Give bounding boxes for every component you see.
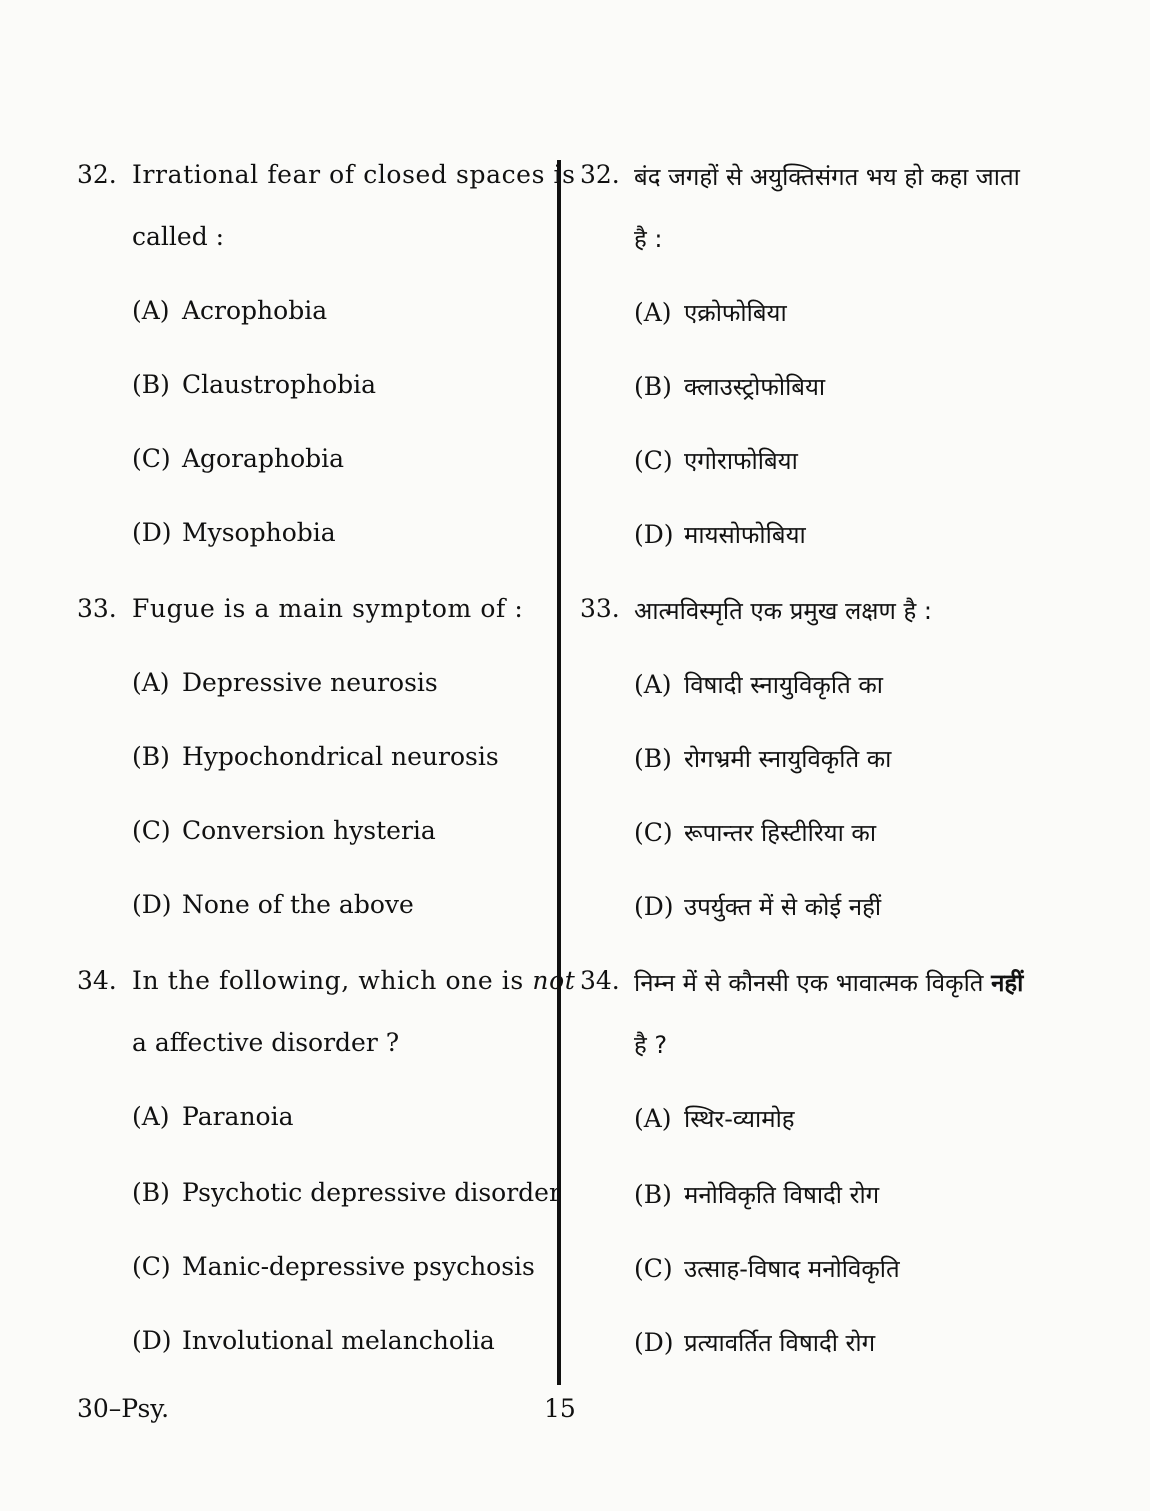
option-text: Manic-depressive psychosis	[182, 1252, 535, 1281]
option-text: Paranoia	[182, 1102, 294, 1131]
option-a	[132, 296, 327, 325]
option-label: (B)	[132, 1178, 170, 1207]
option-a	[634, 1102, 795, 1135]
option-label: (B)	[634, 372, 672, 401]
option-text: एगोराफोबिया	[684, 447, 798, 475]
question-text-part: निम्न में से कौनसी एक भावात्मक विकृति	[634, 969, 992, 997]
question-text-line	[634, 966, 1023, 999]
option-text: Agoraphobia	[182, 444, 345, 473]
option-c	[634, 1252, 900, 1285]
option-label: (B)	[634, 744, 672, 773]
question-text-line: बंद जगहों से अयुक्तिसंगत भय हो कहा जाता	[634, 163, 1020, 191]
option-label: (A)	[634, 298, 672, 327]
option-a	[634, 668, 883, 701]
option-b	[132, 370, 376, 399]
option-d	[634, 518, 806, 551]
question-text-line: called :	[132, 222, 225, 251]
option-b	[634, 1178, 879, 1211]
option-label: (C)	[634, 1254, 673, 1283]
option-text: स्थिर-व्यामोह	[684, 1105, 795, 1133]
option-c	[132, 1252, 535, 1281]
option-label: (D)	[634, 1328, 674, 1357]
question-text-line: है ?	[634, 1031, 668, 1059]
option-text: Depressive neurosis	[182, 668, 438, 697]
question-number: 33.	[77, 594, 117, 623]
question-number: 34.	[77, 966, 117, 995]
question-text-line: a affective disorder ?	[132, 1028, 400, 1057]
question-emphasis: not	[532, 966, 576, 995]
option-a	[132, 1102, 294, 1131]
option-a	[634, 296, 787, 329]
option-label: (B)	[132, 742, 170, 771]
question-number: 32.	[77, 160, 117, 189]
option-label: (C)	[132, 1252, 171, 1281]
option-label: (D)	[634, 892, 674, 921]
option-d	[634, 1326, 875, 1359]
option-d	[132, 890, 414, 919]
option-b	[132, 1178, 561, 1207]
question-number: 33.	[580, 594, 620, 623]
option-text: रूपान्तर हिस्टीरिया का	[684, 819, 877, 847]
option-text: मायसोफोबिया	[684, 521, 806, 549]
option-label: (D)	[634, 520, 674, 549]
option-text: Conversion hysteria	[182, 816, 436, 845]
question-text-line: है :	[634, 225, 663, 253]
option-c	[132, 444, 344, 473]
option-text: उपर्युक्त में से कोई नहीं	[684, 893, 882, 921]
option-text: Mysophobia	[182, 518, 336, 547]
page-number: 15	[544, 1394, 576, 1423]
option-text: Acrophobia	[182, 296, 328, 325]
option-text: क्लाउस्ट्रोफोबिया	[684, 373, 826, 401]
option-text: विषादी स्नायुविकृति का	[684, 671, 884, 699]
option-text: उत्साह-विषाद मनोविकृति	[684, 1255, 900, 1283]
question-text-line: आत्मविस्मृति एक प्रमुख लक्षण है :	[634, 597, 932, 625]
option-text: Hypochondrical neurosis	[182, 742, 499, 771]
option-c	[634, 816, 876, 849]
paper-code: 30–Psy.	[77, 1394, 170, 1423]
question-number: 34.	[580, 966, 620, 995]
option-label: (B)	[634, 1180, 672, 1209]
question-text-line	[132, 966, 575, 995]
option-label: (A)	[634, 1104, 672, 1133]
option-text: एक्रोफोबिया	[684, 299, 787, 327]
option-c	[634, 444, 798, 477]
option-label: (D)	[132, 1326, 172, 1355]
option-a	[132, 668, 438, 697]
option-d	[132, 1326, 495, 1355]
question-text-part: In the following, which one is	[132, 966, 533, 995]
question-text-line: Fugue is a main symptom of :	[132, 594, 524, 623]
option-text: Claustrophobia	[182, 370, 377, 399]
option-label: (C)	[132, 444, 171, 473]
option-b	[634, 742, 891, 775]
option-label: (A)	[132, 1102, 170, 1131]
option-d	[634, 890, 881, 923]
option-b	[634, 370, 825, 403]
option-text: प्रत्यावर्तित विषादी रोग	[684, 1329, 876, 1357]
option-text: मनोविकृति विषादी रोग	[684, 1181, 880, 1209]
option-label: (C)	[634, 818, 673, 847]
option-d	[132, 518, 336, 547]
option-c	[132, 816, 436, 845]
option-label: (A)	[634, 670, 672, 699]
option-label: (D)	[132, 890, 172, 919]
option-text: Psychotic depressive disorder	[182, 1178, 561, 1207]
option-label: (A)	[132, 296, 170, 325]
option-label: (D)	[132, 518, 172, 547]
question-text-line: Irrational fear of closed spaces is	[132, 160, 576, 189]
option-label: (C)	[634, 446, 673, 475]
question-emphasis: नहीं	[991, 969, 1024, 997]
option-text: Involutional melancholia	[182, 1326, 495, 1355]
option-label: (C)	[132, 816, 171, 845]
option-label: (B)	[132, 370, 170, 399]
option-text: None of the above	[182, 890, 414, 919]
question-number: 32.	[580, 160, 620, 189]
option-b	[132, 742, 499, 771]
option-label: (A)	[132, 668, 170, 697]
option-text: रोगभ्रमी स्नायुविकृति का	[684, 745, 892, 773]
